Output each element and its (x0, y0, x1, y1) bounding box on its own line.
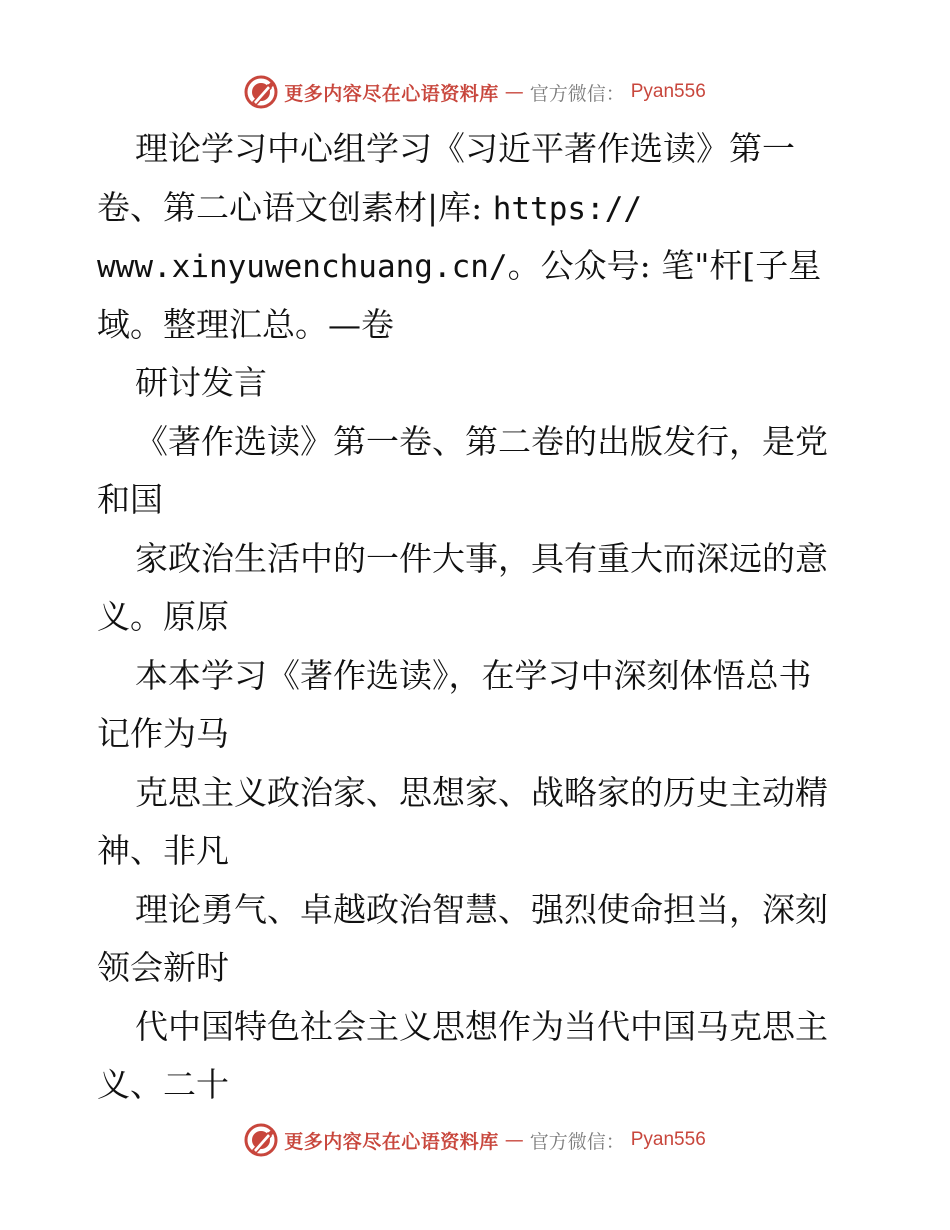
text-line: 卷、第二心语文创素材|库: https:// (97, 187, 643, 227)
banner-separator: — (504, 1129, 524, 1151)
pen-logo-icon (244, 75, 278, 109)
banner-title: 更多内容尽在心语资料库 (284, 82, 499, 105)
banner-separator: — (504, 81, 524, 103)
banner-account-id: Pyan556 (630, 81, 706, 102)
banner-account-label: 官方微信： (529, 82, 625, 105)
text-line: 记作为马 (97, 714, 229, 753)
url-text: www.xinyuwenchuang.cn/ (97, 249, 508, 285)
pen-logo-icon (244, 1123, 278, 1157)
url-text: https:// (492, 190, 643, 227)
text-line: 《著作选读》第一卷、第二卷的出版发行，是党 (135, 421, 828, 461)
text-line: 本本学习《著作选读》，在学习中深刻体悟总书 (135, 655, 812, 695)
text-line: 研讨发言 (135, 363, 267, 402)
document-body (97, 120, 857, 1115)
text-line: 家政治生活中的一件大事，具有重大而深远的意 (135, 538, 828, 578)
text-line: 代中国特色社会主义思想作为当代中国马克思主 (135, 1006, 828, 1046)
text-line: 神、非凡 (97, 831, 229, 870)
banner-title: 更多内容尽在心语资料库 (284, 1130, 499, 1153)
text-line: 理论勇气、卓越政治智慧、强烈使命担当，深刻 (135, 889, 828, 929)
text-line: 义、二十 (97, 1065, 229, 1104)
text-line: 克思主义政治家、思想家、战略家的历史主动精 (135, 772, 828, 812)
banner-account-label: 官方微信： (529, 1130, 625, 1153)
text-line: 域。整理汇总。—卷 (97, 304, 394, 344)
text-line: 和国 (97, 480, 163, 519)
header-banner (0, 70, 950, 114)
banner-account-id: Pyan556 (630, 1129, 706, 1150)
text-line: 理论学习中心组学习《习近平著作选读》第一 (135, 129, 795, 168)
text-line: www.xinyuwenchuang.cn/。公众号: 笔"杆[子星 (97, 246, 822, 285)
text-line: 义。原原 (97, 597, 229, 636)
footer-banner (0, 1118, 950, 1162)
text-line: 领会新时 (97, 948, 229, 987)
